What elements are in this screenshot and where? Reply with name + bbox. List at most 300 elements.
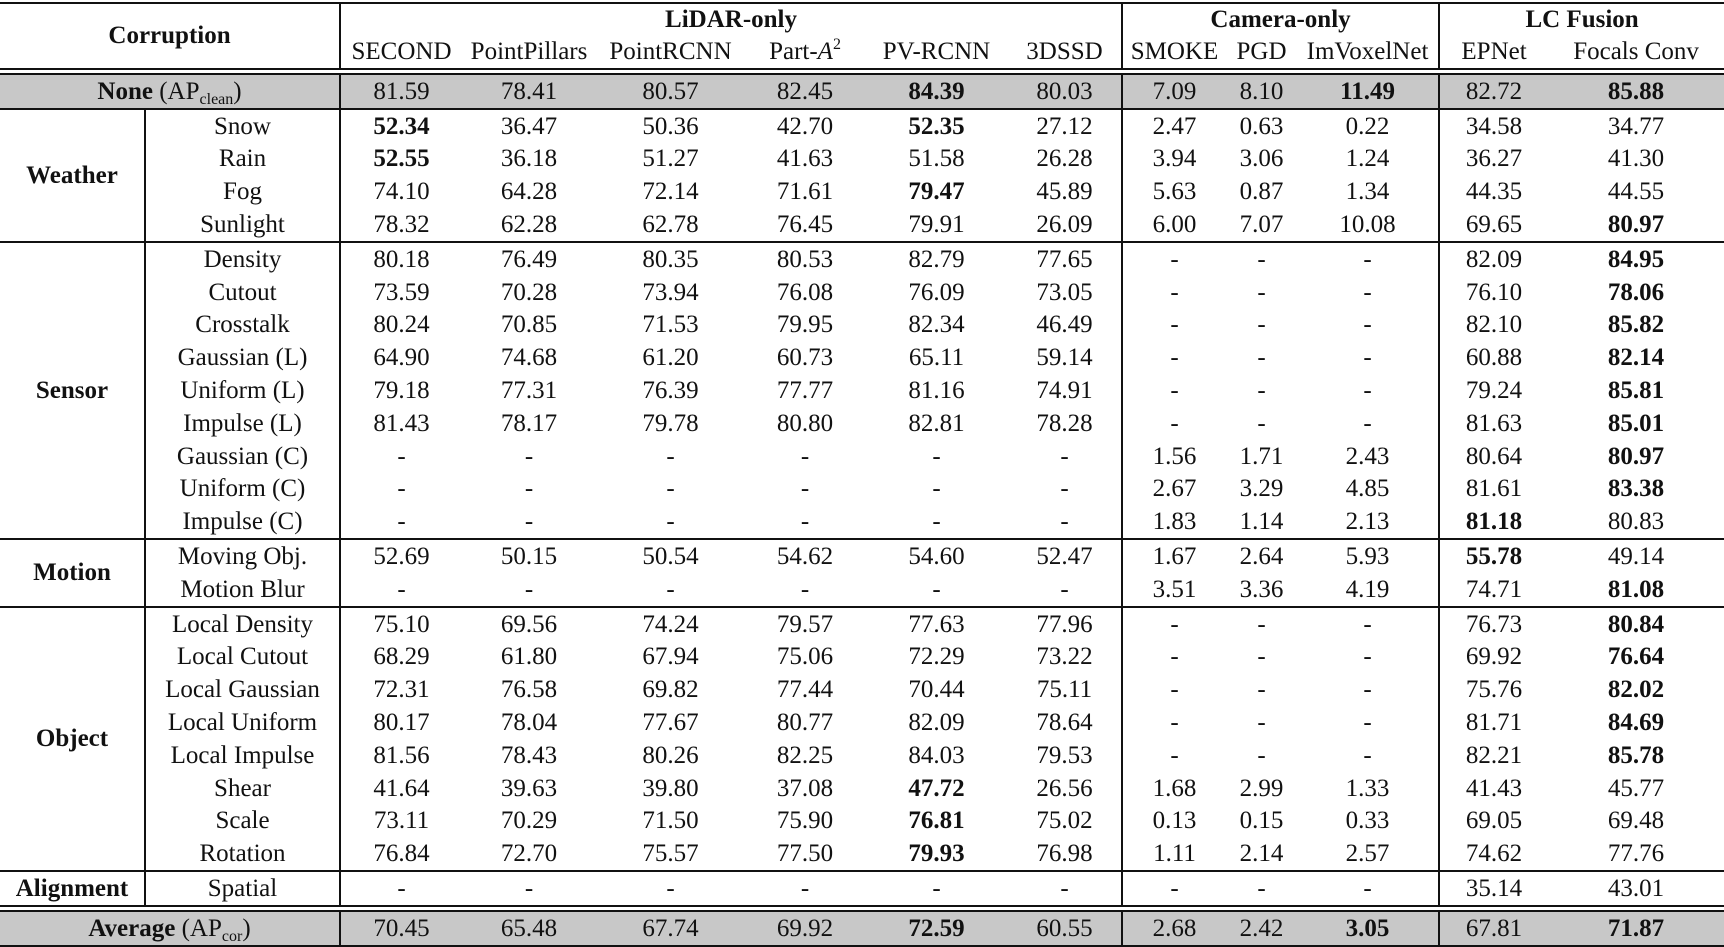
value-cell: 80.53 xyxy=(745,242,865,276)
value-cell: 1.34 xyxy=(1345,178,1390,206)
method-header: 3DSSD xyxy=(1026,38,1103,65)
value-cell: 80.57 xyxy=(596,74,745,109)
value-cell: - xyxy=(1008,871,1122,906)
value-cell: 1.83 xyxy=(1122,505,1226,539)
value-cell: 82.72 xyxy=(1439,74,1548,109)
value-cell: 78.04 xyxy=(500,709,558,737)
value-cell: - xyxy=(340,473,462,506)
value-cell: 45.89 xyxy=(1036,178,1093,206)
value-cell: 82.79 xyxy=(865,242,1008,276)
value-cell: 41.63 xyxy=(776,145,834,173)
value-cell: 41.43 xyxy=(1439,772,1548,805)
value-cell: 2.42 xyxy=(1226,911,1297,946)
value-cell: 41.30 xyxy=(1607,145,1665,173)
value-cell: 72.70 xyxy=(500,840,558,868)
value-cell: - xyxy=(1226,871,1297,906)
value-cell: 69.56 xyxy=(462,607,596,641)
value-cell: - xyxy=(1363,676,1372,704)
value-cell: 77.63 xyxy=(865,607,1008,641)
method-header-part: Part- xyxy=(769,38,818,65)
value-cell: 3.51 xyxy=(1122,573,1226,607)
value-cell: 82.81 xyxy=(908,409,965,437)
value-cell: 78.32 xyxy=(340,208,462,242)
value-cell: - xyxy=(1297,607,1439,641)
value-cell: 37.08 xyxy=(776,774,834,802)
method-header: EPNet xyxy=(1439,36,1548,69)
value-cell: 74.24 xyxy=(596,607,745,641)
value-cell: - xyxy=(1122,673,1226,706)
value-cell: 3.36 xyxy=(1239,575,1284,603)
value-cell: 1.68 xyxy=(1122,772,1226,805)
value-cell: 35.14 xyxy=(1439,871,1548,906)
corruption-name: Spatial xyxy=(145,871,340,906)
value-cell: 81.71 xyxy=(1439,706,1548,739)
value-cell: 72.14 xyxy=(642,178,699,206)
value-cell: 81.63 xyxy=(1439,407,1548,440)
value-cell: - xyxy=(1122,309,1226,342)
value-cell: 84.03 xyxy=(908,741,965,769)
value-cell: 55.78 xyxy=(1439,539,1548,573)
corruption-name: Local Gaussian xyxy=(165,676,320,704)
value-cell: 1.14 xyxy=(1239,508,1284,536)
value-cell: 46.49 xyxy=(1036,311,1093,339)
value-cell: - xyxy=(1122,641,1226,674)
value-cell: - xyxy=(1122,706,1226,739)
value-cell: 67.81 xyxy=(1439,911,1548,946)
value-cell: - xyxy=(666,475,675,503)
value-cell: 0.22 xyxy=(1297,109,1439,143)
value-cell: 60.55 xyxy=(1008,911,1122,946)
value-cell: 81.61 xyxy=(1439,473,1548,506)
value-cell: - xyxy=(1060,575,1069,603)
value-cell: 1.67 xyxy=(1122,539,1226,573)
value-cell: - xyxy=(1226,607,1297,641)
value-cell: 50.15 xyxy=(462,539,596,573)
value-cell: 79.53 xyxy=(1036,741,1093,769)
value-cell: - xyxy=(932,475,941,503)
value-cell: 77.50 xyxy=(776,840,834,868)
category-label: Alignment xyxy=(0,871,145,906)
value-cell: 34.77 xyxy=(1548,109,1724,143)
value-cell: 80.84 xyxy=(1548,607,1724,641)
value-cell: 26.09 xyxy=(1036,211,1093,239)
value-cell: - xyxy=(1363,741,1372,769)
value-cell: 72.29 xyxy=(908,643,965,671)
value-cell: - xyxy=(1060,442,1069,470)
value-cell: 79.57 xyxy=(745,607,865,641)
value-cell: 44.35 xyxy=(1439,175,1548,208)
none_row-ap-prefix: (AP xyxy=(159,77,200,105)
corruption-name: Uniform (C) xyxy=(179,475,306,503)
value-cell: 80.17 xyxy=(340,706,462,739)
value-cell: 81.18 xyxy=(1439,505,1548,539)
value-cell: - xyxy=(745,871,865,906)
value-cell: 59.14 xyxy=(1036,344,1093,372)
average-row xyxy=(0,911,1724,946)
method-header-part-exponent: 2 xyxy=(832,36,841,53)
value-cell: 39.80 xyxy=(642,774,699,802)
value-cell: 79.78 xyxy=(642,409,699,437)
value-cell: - xyxy=(1363,709,1372,737)
value-cell: 0.87 xyxy=(1239,178,1284,206)
value-cell: - xyxy=(340,871,462,906)
value-cell: 82.34 xyxy=(908,311,965,339)
category-label: Object xyxy=(0,607,145,871)
corruption-name: Fog xyxy=(223,178,262,206)
average_row-ap-subscript: cor xyxy=(221,927,243,945)
corruption-row xyxy=(0,143,1724,176)
average_row-ap-prefix: (AP xyxy=(181,914,222,942)
value-cell: 76.64 xyxy=(1607,643,1665,671)
corruption-name: Gaussian (C) xyxy=(176,442,309,470)
value-cell: 80.35 xyxy=(596,242,745,276)
value-cell: 69.65 xyxy=(1439,208,1548,242)
average-row-label xyxy=(0,911,340,946)
value-cell: 77.76 xyxy=(1607,840,1665,868)
value-cell: 2.68 xyxy=(1122,911,1226,946)
corruption-name: Impulse (L) xyxy=(183,409,302,437)
value-cell: 52.55 xyxy=(340,143,462,176)
value-cell: - xyxy=(1257,676,1266,704)
value-cell: 45.77 xyxy=(1607,774,1665,802)
value-cell: 75.02 xyxy=(1036,807,1093,835)
value-cell: - xyxy=(666,508,675,536)
corruption-name: Impulse (C) xyxy=(182,508,303,536)
corruption-row xyxy=(0,772,1724,805)
group-header-fusion: LC Fusion xyxy=(1439,3,1724,36)
value-cell: - xyxy=(1060,508,1069,536)
value-cell: - xyxy=(1297,242,1439,276)
value-cell: - xyxy=(666,442,675,470)
value-cell: 80.03 xyxy=(1008,74,1122,109)
value-cell: 52.35 xyxy=(865,109,1008,143)
value-cell: 5.63 xyxy=(1122,175,1226,208)
value-cell: 2.64 xyxy=(1226,539,1297,573)
value-cell: - xyxy=(1122,242,1226,276)
method-header: ImVoxelNet xyxy=(1306,38,1429,65)
value-cell: 71.87 xyxy=(1548,911,1724,946)
value-cell: - xyxy=(1363,643,1372,671)
value-cell: 75.76 xyxy=(1439,673,1548,706)
value-cell: 2.47 xyxy=(1122,109,1226,143)
value-cell: 2.14 xyxy=(1239,840,1284,868)
value-cell: 50.54 xyxy=(596,539,745,573)
value-cell: 74.71 xyxy=(1439,573,1548,607)
corruption-row xyxy=(0,706,1724,739)
value-cell: 69.92 xyxy=(745,911,865,946)
value-cell: 73.59 xyxy=(340,276,462,309)
value-cell: 81.08 xyxy=(1607,575,1665,603)
corruption-name: Crosstalk xyxy=(195,311,290,339)
value-cell: 52.34 xyxy=(340,109,462,143)
value-cell: 75.06 xyxy=(776,643,834,671)
value-cell: 69.82 xyxy=(642,676,699,704)
value-cell: 62.78 xyxy=(642,211,699,239)
corruption-row xyxy=(0,208,1724,242)
value-cell: 51.58 xyxy=(908,145,965,173)
value-cell: - xyxy=(1363,278,1372,306)
value-cell: 4.85 xyxy=(1345,475,1390,503)
value-cell: 62.28 xyxy=(500,211,558,239)
corruption-name: Scale xyxy=(215,807,270,835)
value-cell: - xyxy=(1122,407,1226,440)
value-cell: 84.39 xyxy=(865,74,1008,109)
value-cell: 72.59 xyxy=(865,911,1008,946)
corruption-row xyxy=(0,539,1724,573)
value-cell: - xyxy=(1363,344,1372,372)
value-cell: 76.45 xyxy=(776,211,834,239)
corruption-name: Rain xyxy=(218,145,267,173)
value-cell: 85.78 xyxy=(1607,741,1665,769)
value-cell: 2.13 xyxy=(1345,508,1390,536)
value-cell: - xyxy=(800,475,810,503)
value-cell: - xyxy=(462,871,596,906)
value-cell: - xyxy=(524,442,534,470)
category-label: Motion xyxy=(0,539,145,607)
value-cell: 76.08 xyxy=(776,278,834,306)
value-cell: 4.19 xyxy=(1345,575,1390,603)
group-header-camera: Camera-only xyxy=(1122,3,1439,36)
value-cell: - xyxy=(932,575,941,603)
value-cell: 54.60 xyxy=(865,539,1008,573)
value-cell: 79.95 xyxy=(776,311,834,339)
value-cell: 82.21 xyxy=(1439,739,1548,772)
corruption-row xyxy=(0,871,1724,906)
value-cell: 2.57 xyxy=(1345,840,1390,868)
corruption-name: Density xyxy=(145,242,340,276)
value-cell: 79.91 xyxy=(908,211,965,239)
value-cell: 1.24 xyxy=(1345,145,1390,173)
corruption-row xyxy=(0,805,1724,838)
corruption-row xyxy=(0,407,1724,440)
corruption-header: Corruption xyxy=(0,3,340,69)
value-cell: 80.83 xyxy=(1607,508,1665,536)
value-cell: 75.10 xyxy=(340,607,462,641)
value-cell: 44.55 xyxy=(1607,178,1665,206)
value-cell: 77.67 xyxy=(642,709,699,737)
corruption-name: Snow xyxy=(145,109,340,143)
corruption-row xyxy=(0,837,1724,871)
value-cell: - xyxy=(1257,709,1266,737)
value-cell: 77.65 xyxy=(1008,242,1122,276)
method-header: PV-RCNN xyxy=(882,38,991,65)
value-cell: 71.61 xyxy=(776,178,834,206)
value-cell: 3.94 xyxy=(1122,143,1226,176)
value-cell: 85.01 xyxy=(1607,409,1665,437)
method-header xyxy=(745,36,865,69)
category-label: Weather xyxy=(0,109,145,242)
value-cell: 67.94 xyxy=(642,643,699,671)
value-cell: 6.00 xyxy=(1122,208,1226,242)
corruption-row xyxy=(0,109,1724,143)
none_row-ap-subscript: clean xyxy=(199,90,234,108)
value-cell: - xyxy=(932,442,941,470)
corruption-name: Shear xyxy=(214,774,271,802)
value-cell: 70.44 xyxy=(908,676,965,704)
value-cell: - xyxy=(340,505,462,539)
value-cell: - xyxy=(800,442,810,470)
value-cell: 70.85 xyxy=(500,311,558,339)
value-cell: 60.88 xyxy=(1439,341,1548,374)
value-cell: 82.09 xyxy=(908,709,965,737)
value-cell: 77.44 xyxy=(776,676,834,704)
method-header: Focals Conv xyxy=(1573,38,1699,65)
value-cell: 78.28 xyxy=(1036,409,1093,437)
corruption-name: Rotation xyxy=(199,840,286,868)
value-cell: 81.43 xyxy=(340,407,462,440)
method-header: SMOKE xyxy=(1122,36,1226,69)
value-cell: 74.91 xyxy=(1036,377,1093,405)
value-cell: 73.22 xyxy=(1036,643,1093,671)
value-cell: 76.10 xyxy=(1439,276,1548,309)
corruption-row xyxy=(0,242,1724,276)
value-cell: 69.05 xyxy=(1439,805,1548,838)
value-cell: 5.93 xyxy=(1297,539,1439,573)
value-cell: - xyxy=(1363,409,1372,437)
corruption-row xyxy=(0,440,1724,473)
method-header-part-suffix: A xyxy=(817,38,833,65)
value-cell: 84.69 xyxy=(1607,709,1665,737)
value-cell: 75.57 xyxy=(642,840,699,868)
value-cell: 82.02 xyxy=(1607,676,1665,704)
corruption-row xyxy=(0,175,1724,208)
value-cell: 73.05 xyxy=(1036,278,1093,306)
corruption-name: Local Impulse xyxy=(170,741,315,769)
value-cell: - xyxy=(1257,643,1266,671)
value-cell: 26.56 xyxy=(1036,774,1093,802)
value-cell: - xyxy=(1297,871,1439,906)
value-cell: - xyxy=(1122,374,1226,407)
corruption-row xyxy=(0,505,1724,539)
value-cell: - xyxy=(1257,741,1266,769)
value-cell: 81.16 xyxy=(908,377,965,405)
value-cell: 0.13 xyxy=(1122,805,1226,838)
value-cell: 70.29 xyxy=(500,807,558,835)
value-cell: 72.31 xyxy=(340,673,462,706)
value-cell: 65.48 xyxy=(462,911,596,946)
corruption-row xyxy=(0,673,1724,706)
value-cell: 68.29 xyxy=(340,641,462,674)
corruption-row xyxy=(0,607,1724,641)
value-cell: 76.49 xyxy=(462,242,596,276)
corruption-row xyxy=(0,641,1724,674)
value-cell: 52.47 xyxy=(1008,539,1122,573)
value-cell: 2.99 xyxy=(1239,774,1284,802)
value-cell: 36.27 xyxy=(1439,143,1548,176)
category-label: Sensor xyxy=(0,242,145,539)
value-cell: 1.33 xyxy=(1345,774,1390,802)
method-header: SECOND xyxy=(340,36,462,69)
value-cell: 76.58 xyxy=(500,676,558,704)
value-cell: 76.73 xyxy=(1439,607,1548,641)
corruption-row xyxy=(0,276,1724,309)
value-cell: 81.56 xyxy=(340,739,462,772)
value-cell: 69.92 xyxy=(1439,641,1548,674)
value-cell: 85.81 xyxy=(1607,377,1665,405)
value-cell: 80.80 xyxy=(776,409,834,437)
corruption-row xyxy=(0,341,1724,374)
value-cell: - xyxy=(1122,871,1226,906)
value-cell: 75.90 xyxy=(776,807,834,835)
value-cell: 79.93 xyxy=(908,840,965,868)
value-cell: 70.45 xyxy=(340,911,462,946)
value-cell: 80.18 xyxy=(340,242,462,276)
value-cell: - xyxy=(524,575,534,603)
value-cell: 3.29 xyxy=(1239,475,1284,503)
value-cell: 71.50 xyxy=(642,807,699,835)
value-cell: 36.47 xyxy=(462,109,596,143)
value-cell: 3.06 xyxy=(1239,145,1284,173)
corruption-results-table xyxy=(0,2,1724,947)
value-cell: 34.58 xyxy=(1439,109,1548,143)
value-cell: 0.33 xyxy=(1345,807,1390,835)
value-cell: 39.63 xyxy=(500,774,558,802)
value-cell: 67.74 xyxy=(596,911,745,946)
value-cell: - xyxy=(524,508,534,536)
value-cell: - xyxy=(865,871,1008,906)
group-header-lidar: LiDAR-only xyxy=(340,3,1122,36)
corruption-name: Motion Blur xyxy=(180,575,305,603)
corruption-name: Local Uniform xyxy=(167,709,318,737)
value-cell: 74.10 xyxy=(340,175,462,208)
value-cell: - xyxy=(1122,276,1226,309)
value-cell: 75.11 xyxy=(1036,676,1093,704)
corruption-name: Moving Obj. xyxy=(145,539,340,573)
value-cell: 76.09 xyxy=(908,278,965,306)
average_row-label: Average xyxy=(88,914,176,942)
value-cell: 78.17 xyxy=(500,409,558,437)
value-cell: 10.08 xyxy=(1339,211,1396,239)
value-cell: 1.71 xyxy=(1239,442,1284,470)
value-cell: 81.59 xyxy=(340,74,462,109)
value-cell: - xyxy=(340,573,462,607)
value-cell: 3.05 xyxy=(1297,911,1439,946)
value-cell: - xyxy=(1122,341,1226,374)
value-cell: - xyxy=(1363,377,1372,405)
corruption-row xyxy=(0,573,1724,607)
value-cell: 82.09 xyxy=(1439,242,1548,276)
value-cell: - xyxy=(800,575,810,603)
value-cell: 79.24 xyxy=(1439,374,1548,407)
value-cell: 36.18 xyxy=(500,145,558,173)
value-cell: 76.84 xyxy=(340,837,462,871)
value-cell: 51.27 xyxy=(642,145,699,173)
value-cell: - xyxy=(524,475,534,503)
corruption-row xyxy=(0,473,1724,506)
value-cell: 69.48 xyxy=(1607,807,1665,835)
value-cell: 2.43 xyxy=(1345,442,1390,470)
value-cell: 80.97 xyxy=(1607,211,1665,239)
value-cell: 78.43 xyxy=(500,741,558,769)
value-cell: 77.31 xyxy=(500,377,558,405)
corruption-row xyxy=(0,309,1724,342)
value-cell: 7.09 xyxy=(1122,74,1226,109)
value-cell: - xyxy=(800,508,810,536)
header-row-groups xyxy=(0,3,1724,36)
value-cell: - xyxy=(666,575,675,603)
value-cell: - xyxy=(1257,377,1266,405)
method-header: PGD xyxy=(1236,38,1287,65)
value-cell: 84.95 xyxy=(1548,242,1724,276)
value-cell: 74.62 xyxy=(1439,837,1548,871)
method-header: PointRCNN xyxy=(609,38,732,65)
value-cell: 26.28 xyxy=(1036,145,1093,173)
value-cell: 41.64 xyxy=(340,772,462,805)
value-cell: 0.15 xyxy=(1239,807,1284,835)
value-cell: 76.98 xyxy=(1036,840,1093,868)
none_row-ap-suffix: ) xyxy=(233,77,242,105)
value-cell: 50.36 xyxy=(596,109,745,143)
